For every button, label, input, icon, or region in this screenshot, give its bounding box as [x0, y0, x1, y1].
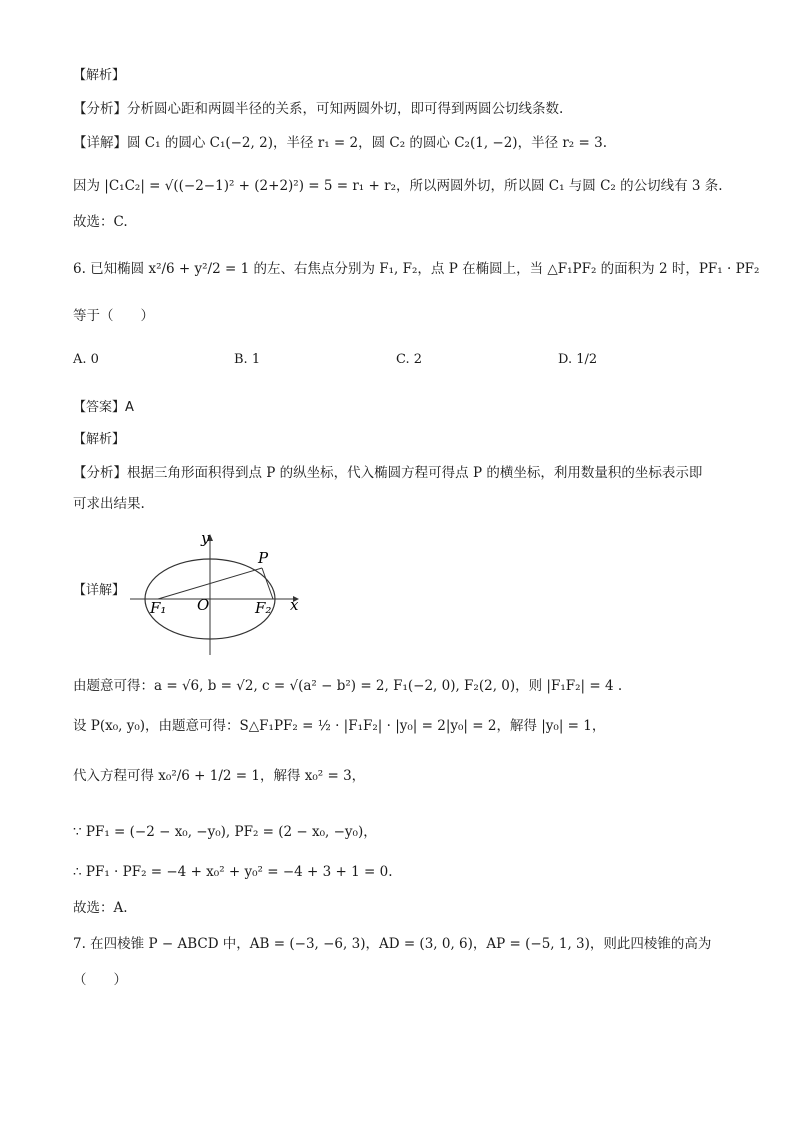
- q6-step4: ∵ PF₁ = (−2 − x₀, −y₀), PF₂ = (2 − x₀, −y₀)，: [73, 824, 377, 840]
- q6-step3: 代入方程可得 x₀²/6 + 1/2 = 1，解得 x₀² = 3，: [73, 768, 366, 784]
- q6-option-b: B. 1: [234, 352, 261, 367]
- q6-option-c: C. 2: [396, 352, 423, 367]
- q6-answer: 【答案】A: [73, 400, 134, 415]
- q6-option-a: A. 0: [73, 352, 99, 367]
- q5-analysis-tag: 【解析】: [73, 68, 126, 83]
- q6-step2: 设 P(x₀, y₀)，由题意可得：S△F₁PF₂ = ½ · |F₁F₂| · |y₀| = 2|y₀| = 2，解得 |y₀| = 1，: [73, 718, 606, 734]
- q6-choice: 故选：A.: [73, 900, 128, 916]
- label-o: O: [197, 596, 210, 614]
- label-p: P: [258, 549, 269, 567]
- q5-fenxi: 【分析】分析圆心距和两圆半径的关系，可知两圆外切，即可得到两圆公切线条数.: [73, 101, 564, 117]
- q6-analysis-tag: 【解析】: [73, 432, 126, 447]
- q5-detail: 【详解】圆 C₁ 的圆心 C₁(−2, 2)，半径 r₁ = 2，圆 C₂ 的圆心 C₂(1, −2)，半径 r₂ = 3.: [73, 135, 607, 151]
- q7-stem-line2: （ ）: [73, 972, 127, 988]
- q6-step5: ∴ PF₁ · PF₂ = −4 + x₀² + y₀² = −4 + 3 + 1 = 0.: [73, 864, 393, 880]
- label-y: y: [201, 529, 210, 547]
- q6-stem-line2: 等于（ ）: [73, 308, 154, 324]
- label-f1: F₁: [150, 599, 167, 617]
- segment-p-f2: [262, 568, 273, 599]
- q6-step1: 由题意可得：a = √6, b = √2, c = √(a² − b²) = 2, F₁(−2, 0), F₂(2, 0)，则 |F₁F₂| = 4 .: [73, 678, 623, 694]
- q6-detail-tag: 【详解】: [73, 583, 126, 598]
- ellipse-figure: [125, 527, 310, 657]
- q7-stem-line1: 7. 在四棱锥 P − ABCD 中，AB = (−3, −6, 3)，AD = (3, 0, 6)，AP = (−5, 1, 3)，则此四棱锥的高为: [73, 936, 712, 952]
- q6-stem-line1: 6. 已知椭圆 x²/6 + y²/2 = 1 的左、右焦点分别为 F₁, F₂，点 P 在椭圆上，当 △F₁PF₂ 的面积为 2 时，PF₁ · PF₂: [73, 261, 760, 277]
- label-f2: F₂: [255, 599, 272, 617]
- q6-option-d: D. 1/2: [558, 352, 598, 367]
- q5-because: 因为 |C₁C₂| = √((−2−1)² + (2+2)²) = 5 = r₁ + r₂，所以两圆外切，所以圆 C₁ 与圆 C₂ 的公切线有 3 条.: [73, 178, 723, 194]
- q6-fenxi-line2: 可求出结果.: [73, 496, 145, 512]
- label-x: x: [290, 596, 299, 614]
- q6-fenxi-line1: 【分析】根据三角形面积得到点 P 的纵坐标，代入椭圆方程可得点 P 的横坐标，利用数量积的坐标表示即: [73, 465, 703, 481]
- q5-choice: 故选：C.: [73, 214, 128, 230]
